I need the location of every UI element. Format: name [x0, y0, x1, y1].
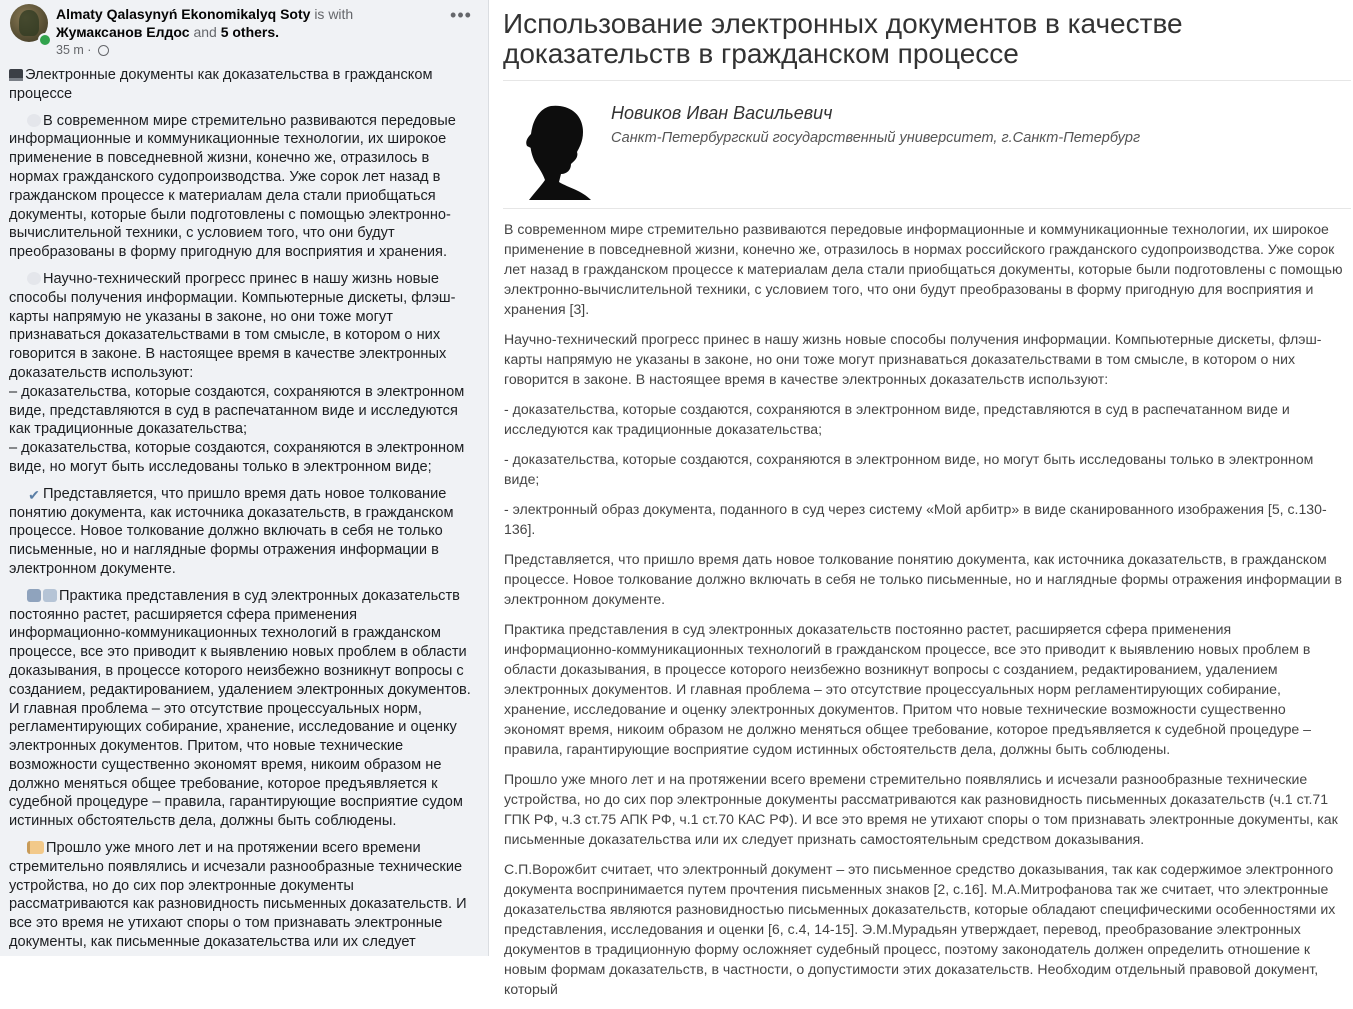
author-name: Новиков Иван Васильевич [611, 103, 833, 123]
memo-icon [27, 841, 44, 854]
author-avatar-icon [521, 104, 593, 202]
post-header [8, 2, 478, 60]
article-title: Использование электронных документов в качестве доказательств в гражданском процессе [503, 8, 1183, 69]
moon-icon [27, 114, 41, 127]
post-paragraph: Электронные документы как доказательства в гражданском процессе [9, 67, 433, 102]
post-paragraph: – доказательства, которые создаются, сохраняются в электронном виде, но могут быть исследованы только в электронном виде; [9, 440, 465, 475]
more-options-icon[interactable]: ••• [450, 5, 472, 25]
panel-divider [488, 0, 489, 956]
check-icon: ✔ [28, 486, 40, 503]
article-paragraph: С.П.Ворожбит считает, что электронный документ – это письменное средство доказывания, так как содержимое электронного документа воспринимается путем прочтения письменных знаков [2, с.16]. М.А.Митрофанова так же считает, что электронные доказательства являются разновидностью письменных доказательств, которые обладают специфическими особенностями их представления, исследования и оценки [6, с.4, 14-15]. Э.М.Мурадьян утверждает, перевод, преобразование электронных документов в традиционную форму осложняет судебный процесс, поэтому законодатель должен определить отношение к новым формам доказательств, в частности, о допустимости этих доказательств. Необходим отдельный правовой документ, который [504, 861, 1336, 997]
article-paragraph: Научно-технический прогресс принес в нашу жизнь новые способы получения информации. Компьютерные дискеты, флэш-карты напрямую не указаны в законе, но они тоже могут признаваться доказательствами в том смысле, в котором о них говорится в законе. В настоящее время в качестве электронных доказательств используют: [504, 331, 1322, 387]
article-paragraph: Представляется, что пришло время дать новое толкование понятию документа, как источника доказательств, в гражданском процессе. Новое толкование должно включать в себя не только письменные, но и наглядные формы отражения информации в электронном документе. [504, 551, 1342, 607]
online-dot [38, 33, 52, 47]
article [497, 0, 1353, 997]
article-paragraph: - доказательства, которые создаются, сохраняются в электронном виде, но могут быть исследованы только в электронном виде; [504, 451, 1314, 487]
globe-icon [98, 45, 109, 56]
box-icon [27, 589, 41, 602]
post-paragraph: ✔ Представляется, что пришло время дать новое толкование понятию документа, как источника доказательств, в гражданском процессе. Новое толкование должно включать в себя не только письменные, но и наглядные формы отражения информации в электронном документе. [9, 485, 454, 577]
title-divider [503, 80, 1351, 81]
gift-icon [43, 589, 57, 602]
post-paragraph: Прошло уже много лет и на протяжении всего времени стремительно появлялись и исчезали разнообразные технические устройства, но до сих пор электронные документы рассматриваются как разновидность письменных доказательств. И все это время не утихают споры о том признавать электронные документы, как письменные доказательства или их следует [9, 840, 467, 951]
post-authors [56, 5, 446, 41]
author-affiliation: Санкт-Петербургский государственный университет, г.Санкт-Петербург [611, 130, 1141, 146]
article-body [504, 219, 1346, 1009]
post-paragraph: – доказательства, которые создаются, сохраняются в электронном виде, представляются в суд в распечатанном виде и исследуются как традиционные доказательства; [9, 383, 465, 438]
article-paragraph: - электронный образ документа, поданного в суд через систему «Мой арбитр» в виде сканированного изображения [5, с.130-136]. [504, 501, 1327, 537]
moon-icon [27, 272, 41, 285]
meta-dot: · [87, 43, 92, 57]
post-text [9, 66, 477, 960]
article-paragraph: - доказательства, которые создаются, сохраняются в электронном виде, представляются в суд в распечатанном виде и исследуются как традиционные доказательства; [504, 401, 1290, 437]
article-paragraph: В современном мире стремительно развиваются передовые информационные и коммуникационные технологии, их широкое применение в повседневной жизни, конечно же, отразилось в нормах российского гражданского судопроизводства. Уже сорок лет назад в гражданском процессе к материалам дела стали приобщаться документы, которые были подготовлены с помощью электронно-вычислительной техники, с условием того, что они будут преобразованы в форму пригодную для восприятия и хранения [3]. [504, 221, 1343, 317]
and-text: and [193, 24, 217, 40]
author-divider [503, 208, 1351, 209]
tagged-person-link[interactable]: Жумаксанов Елдос [56, 24, 190, 40]
laptop-icon [9, 69, 23, 81]
is-with-text: is with [314, 6, 354, 22]
post-meta [56, 42, 109, 58]
facebook-post [0, 0, 488, 956]
post-paragraph: Научно-технический прогресс принес в нашу жизнь новые способы получения информации. Компьютерные дискеты, флэш-карты напрямую не указаны в законе, но они тоже могут признаваться доказательствами в том смысле, в котором о них говорится в законе. В настоящее время в качестве электронных доказательств используют: [9, 270, 456, 381]
article-paragraph: Практика представления в суд электронных доказательств постоянно растет, расширяется сфера применения информационно-коммуникационных технологий в гражданском процессе, все это приводит к выявлению новых проблем в области доказывания, в процессе которого неизбежно возникнут вопросы с созданием, редактированием, удалением электронных документов. И главная проблема – это отсутствие процессуальных норм регламентирующих собирание, хранение, исследование и оценку электронных документов. Притом что новые технические возможности существенно экономят время, никоим образом не должно меняться общее требование, которое предъявляется к судебной процедуре – правила, гарантирующие восприятие судом истинных обстоятельств дела, должны быть соблюдены. [504, 621, 1312, 757]
article-paragraph: Прошло уже много лет и на протяжении всего времени стремительно появлялись и исчезали разнообразные технические устройства, но до сих пор электронные документы рассматриваются как разновидность письменных доказательств (ч.1 ст.71 ГПК РФ, ч.3 ст.75 АПК РФ, ч.1 ст.70 КАС РФ). И все это время не утихают споры о том признавать электронные документы, как письменные доказательства или их следует признать самостоятельным средством доказывания. [504, 771, 1338, 847]
others-link[interactable]: 5 others. [220, 24, 280, 40]
post-paragraph: В современном мире стремительно развиваются передовые информационные и коммуникационные технологии, их широкое применение в повседневной жизни, конечно же, отразилось в нормах гражданского судопроизводства. Уже сорок лет назад в гражданском процессе к материалам дела стали приобщаться документы, которые были подготовлены с помощью электронно-вычислительной техники, с условием того, что они будут преобразованы в форму пригодную для восприятия и хранения. [9, 112, 456, 261]
post-time[interactable]: 35 m [56, 43, 84, 57]
page-name-link[interactable]: Almaty Qalasynyń Ekonomikalyq Soty [56, 6, 311, 22]
post-paragraph: Практика представления в суд электронных доказательств постоянно растет, расширяется сфера применения информационно-коммуникационных технологий в гражданском процессе, все это приводит к выявлению новых проблем в области доказывания, в процессе которого неизбежно возникнут вопросы с созданием, редактированием, удалением электронных документов. И главная проблема – это отсутствие процессуальных норм, регламентирующих собирание, хранение, исследование и оценку электронных документов. Притом, что новые технические возможности существенно экономят время, никоим образом не должно меняться общее требование, которое предъявляется к судебной процедуре – правила, гарантирующие восприятие судом истинных обстоятельств дела, должны быть соблюдены. [9, 587, 471, 830]
